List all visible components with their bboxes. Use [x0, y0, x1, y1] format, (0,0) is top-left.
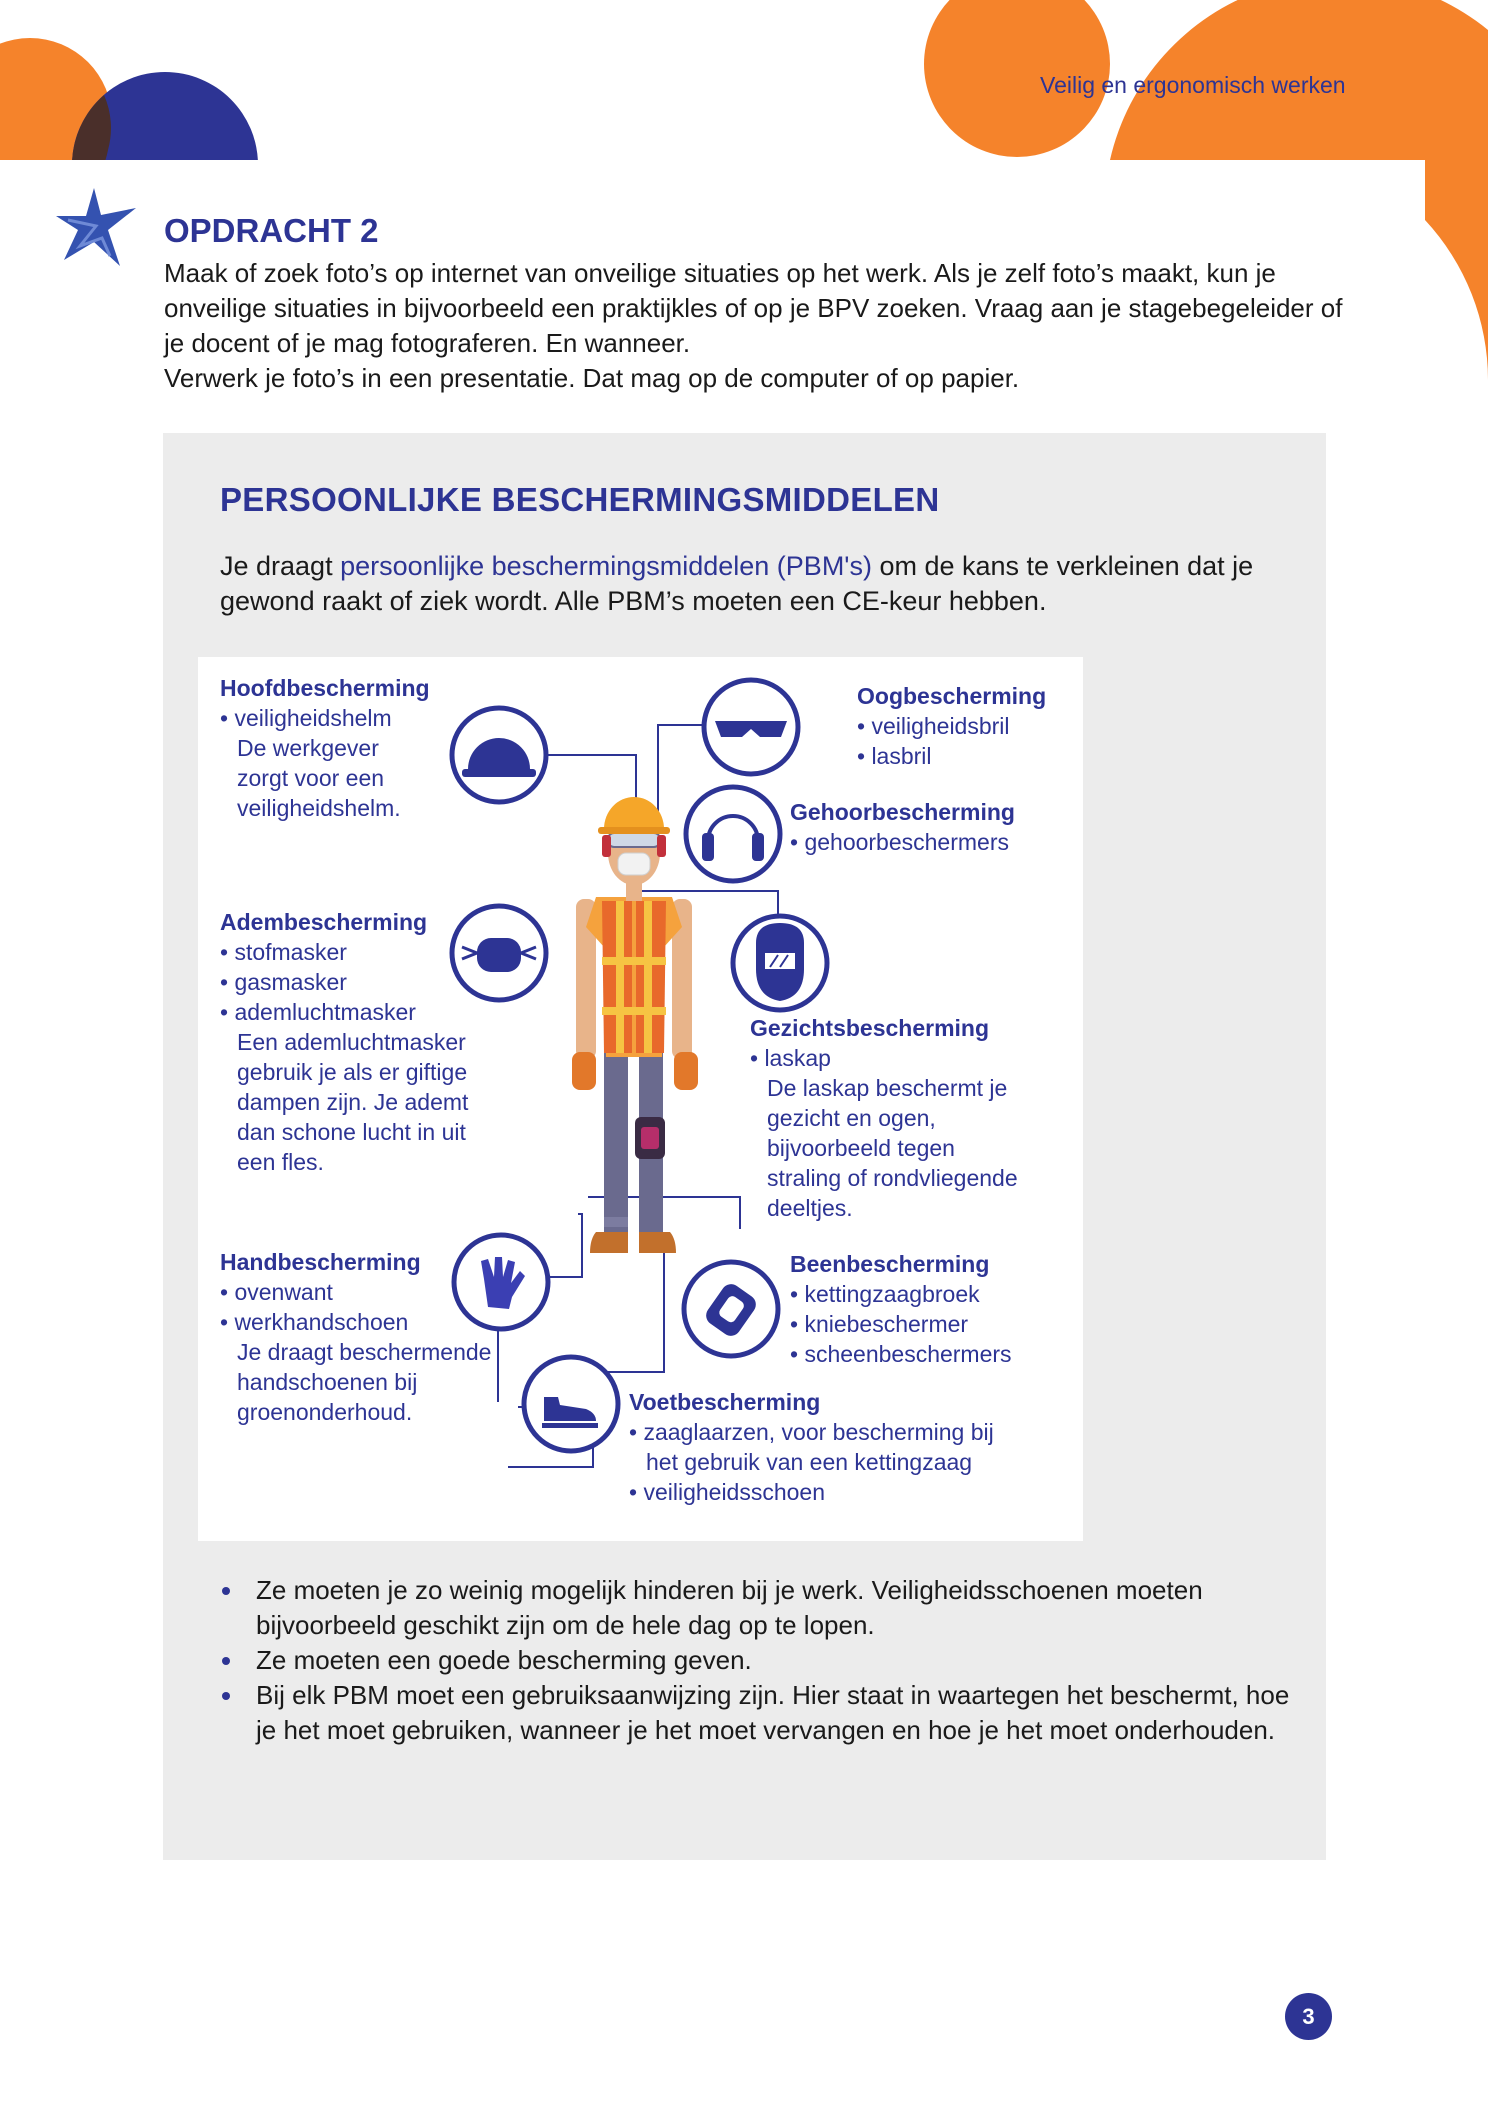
panel-title: PERSOONLIJKE BESCHERMINGSMIDDELEN	[220, 481, 940, 518]
gezicht-title: Gezichtsbescherming	[750, 1015, 990, 1041]
gezicht-line: straling of rondvliegende	[767, 1165, 1018, 1191]
adem-line: een fles.	[237, 1149, 324, 1175]
hand-line: • werkhandschoen	[220, 1309, 409, 1335]
panel-intro	[220, 549, 1280, 619]
adem-line: dampen zijn. Je ademt	[237, 1089, 469, 1115]
hand-line: handschoenen bij	[237, 1369, 418, 1395]
hoofd-line: • veiligheidshelm	[220, 705, 392, 731]
voet-line: • zaaglaarzen, voor bescherming bij	[629, 1419, 994, 1445]
oog-title: Oogbescherming	[857, 683, 1047, 709]
hoofd-title: Hoofdbescherming	[220, 675, 430, 701]
opdracht-paragraph-1: Maak of zoek foto’s op internet van onveilige situaties op het werk. Als je zelf foto’s maakt, kun je onveilige situaties in bijvoorbeeld een praktijkles of op je BPV zoeken. Vraag aan je stagebegeleider of je docent of je mag fotograferen. En wanneer.	[164, 258, 1343, 358]
adem-line: gebruik je als er giftige	[237, 1059, 468, 1085]
page-number: 3	[1285, 1993, 1332, 2040]
intro-text-before: Je draagt	[220, 551, 341, 581]
gehoor-section	[790, 797, 1015, 857]
info-panel	[163, 433, 1326, 1860]
adem-line: • gasmasker	[220, 969, 347, 995]
requirements-list	[220, 1573, 1300, 1748]
oog-section	[857, 681, 1046, 771]
hoofd-section	[220, 673, 430, 823]
hand-line: groenonderhoud.	[237, 1399, 413, 1425]
been-section	[790, 1249, 1012, 1369]
opdracht-body	[164, 256, 1344, 396]
list-item: Ze moeten je zo weinig mogelijk hinderen bij je werk. Veiligheidsschoenen moeten bijvoorbeeld geschikt zijn om de hele dag op te lopen.	[220, 1573, 1300, 1643]
list-item: Ze moeten een goede bescherming geven.	[220, 1643, 1300, 1678]
hoofd-line: veiligheidshelm.	[237, 795, 401, 821]
adem-line: Een ademluchtmasker	[237, 1029, 466, 1055]
gezicht-line: gezicht en ogen,	[767, 1105, 936, 1131]
been-line: • kettingzaagbroek	[790, 1281, 980, 1307]
gehoor-line: • gehoorbeschermers	[790, 829, 1009, 855]
oog-line: • veiligheidsbril	[857, 713, 1010, 739]
gezicht-section	[750, 1013, 1018, 1223]
hand-line: Je draagt beschermende	[237, 1339, 492, 1365]
opdracht-paragraph-2: Verwerk je foto’s in een presentatie. Dat mag op de computer of op papier.	[164, 363, 1020, 393]
adem-line: • ademluchtmasker	[220, 999, 416, 1025]
gehoor-title: Gehoorbescherming	[790, 799, 1015, 825]
gezicht-line: De laskap beschermt je	[767, 1075, 1008, 1101]
adem-line: • stofmasker	[220, 939, 347, 965]
voet-line: het gebruik van een kettingzaag	[646, 1449, 973, 1475]
been-title: Beenbescherming	[790, 1251, 990, 1277]
gezicht-line: deeltjes.	[767, 1195, 853, 1221]
adem-section	[220, 907, 468, 1177]
opdracht-title: OPDRACHT 2	[164, 212, 379, 249]
voet-title: Voetbescherming	[629, 1389, 821, 1415]
gezicht-line: • laskap	[750, 1045, 831, 1071]
adem-line: dan schone lucht in uit	[237, 1119, 466, 1145]
been-line: • kniebeschermer	[790, 1311, 969, 1337]
pbm-infographic	[198, 657, 1083, 1541]
adem-title: Adembescherming	[220, 909, 428, 935]
running-header: Veilig en ergonomisch werken	[1040, 72, 1346, 98]
hoofd-line: De werkgever	[237, 735, 379, 761]
list-item: Bij elk PBM moet een gebruiksaanwijzing zijn. Hier staat in waartegen het beschermt, hoe je het moet gebruiken, wanneer je het moet vervangen en hoe je het moet onderhouden.	[220, 1678, 1300, 1748]
hand-section	[220, 1247, 491, 1427]
intro-text-after: om de kans te verkleinen dat je gewond raakt of ziek wordt. Alle PBM’s moeten een CE-keur hebben.	[220, 551, 1254, 616]
worker-figure	[572, 797, 698, 1253]
hand-line: • ovenwant	[220, 1279, 333, 1305]
gezicht-line: bijvoorbeeld tegen	[767, 1135, 955, 1161]
star-icon	[56, 186, 138, 268]
been-line: • scheenbeschermers	[790, 1341, 1012, 1367]
hoofd-line: zorgt voor een	[237, 765, 385, 791]
oog-line: • lasbril	[857, 743, 932, 769]
voet-section	[629, 1387, 994, 1507]
hand-title: Handbescherming	[220, 1249, 421, 1275]
voet-line: • veiligheidsschoen	[629, 1479, 826, 1505]
pbm-link-text: persoonlijke beschermingsmiddelen (PBM's)	[340, 551, 872, 581]
